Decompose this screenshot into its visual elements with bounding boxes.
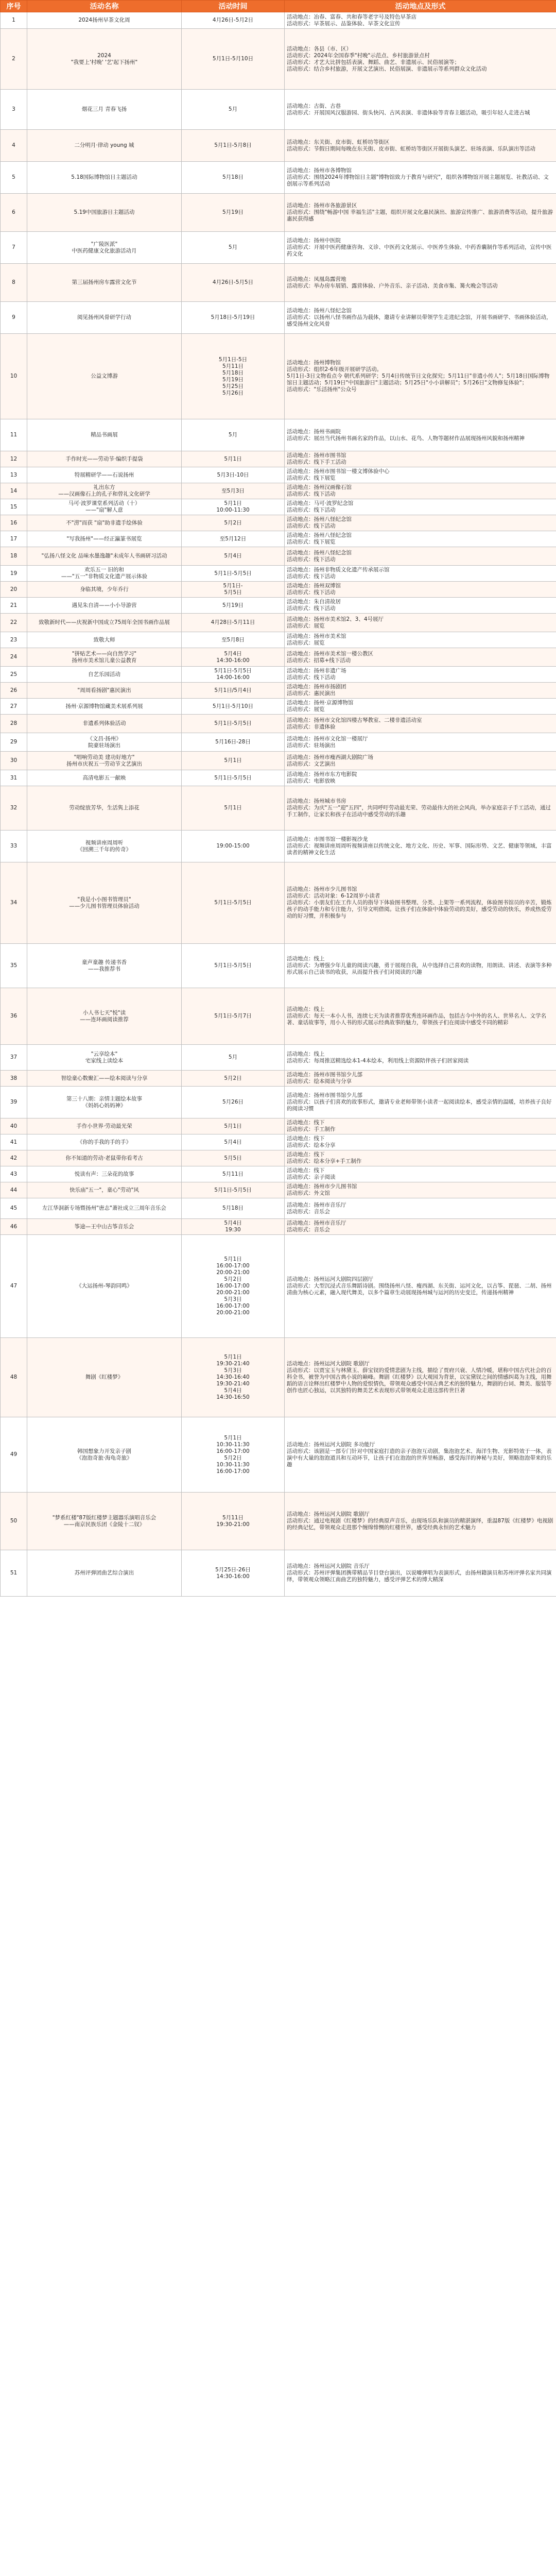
activity-place: 活动地点：扬州市文化馆一楼展厅 活动形式：驻场演出 — [285, 733, 556, 752]
table-row — [1, 752, 556, 770]
activity-time: 5月25日-26日 14:30-16:00 — [182, 1550, 285, 1597]
activity-name: 欢乐五一 旧的和 ——"五一"非物质文化遗产展示体验 — [27, 566, 182, 582]
row-index: 16 — [1, 515, 27, 531]
activity-place: 活动地点：朱自清故居 活动形式：线下活动 — [285, 598, 556, 614]
table-row — [1, 419, 556, 451]
activity-place: 活动地点：扬州市音乐厅 活动形式：音乐会 — [285, 1219, 556, 1235]
row-index: 25 — [1, 667, 27, 683]
activity-time: 4月28日-5月11日 — [182, 614, 285, 632]
table-row — [1, 1087, 556, 1118]
row-index: 26 — [1, 683, 27, 699]
activity-name: 烟花三月 青春飞扬 — [27, 90, 182, 130]
activity-time: 4月26日-5月5日 — [182, 264, 285, 302]
table-row — [1, 1134, 556, 1150]
row-index: 32 — [1, 786, 27, 831]
activity-name: 智绘童心数聚汇——绘本阅读与分享 — [27, 1071, 182, 1087]
row-index: 42 — [1, 1150, 27, 1166]
activity-time: 5月2日 — [182, 1071, 285, 1087]
table-row — [1, 29, 556, 90]
activity-place: 活动地点：扬州运河大剧院四层剧厅 活动形式：大型沉浸式音乐舞蹈诗剧。围绕扬州八怪、瘦西湖、东关街、运河文化，以古筝、琵琶、二胡、扬州清曲为核心元素，融入现代舞美，以多个篇章生动展现扬州城与运河的历史变迁，传递扬州精神 — [285, 1235, 556, 1338]
table-row — [1, 499, 556, 515]
row-index: 37 — [1, 1045, 27, 1071]
activity-place: 活动地点：扬州书画院 活动形式：展出当代扬州书画名家的作品，以山水、花鸟、人物等题材作品展现扬州风貌和扬州精神 — [285, 419, 556, 451]
table-row — [1, 302, 556, 334]
activity-time: 5月1日-5月7日 — [182, 988, 285, 1045]
row-index: 43 — [1, 1166, 27, 1182]
row-index: 13 — [1, 467, 27, 483]
activity-place: 活动地点：线上 活动形式：为增强少年儿童的阅读兴趣，勇于展现自我，从中选择自己喜欢的读物，用朗读、讲述、表演等多种形式展示自己读书的收获，从而提升孩子们对阅读的兴趣 — [285, 944, 556, 988]
activity-time: 5月1日-5月5日 — [182, 1182, 285, 1198]
activity-time: 5月1日-5月5日 — [182, 715, 285, 733]
activity-name: 5.19中国旅游日主题活动 — [27, 194, 182, 232]
row-index: 17 — [1, 531, 27, 547]
activity-place: 活动地点：扬州市各博物馆 活动形式：围绕2024年博物馆日主题"博物馆致力于教育与研究"，组织各博物馆开展主题展览、社教活动、文创展示等系列活动 — [285, 162, 556, 194]
activity-place: 活动地点：扬州市图书馆少儿部 活动形式：以孩子们喜欢的故事形式，邀请专业老师带领小读者一起阅读绘本，感受亲情的温暖，培养孩子良好的阅读习惯 — [285, 1087, 556, 1118]
row-index: 45 — [1, 1198, 27, 1219]
activity-name: 舞剧《红楼梦》 — [27, 1338, 182, 1417]
row-index: 1 — [1, 12, 27, 29]
activity-place: 活动地点：扬州市美术馆一楼公教区 活动形式：招募+线下活动 — [285, 648, 556, 667]
activity-name: 阅见扬州风骨研学行动 — [27, 302, 182, 334]
table-row — [1, 264, 556, 302]
activity-time: 5月1日 — [182, 1118, 285, 1134]
activity-name: 高清电影五一献映 — [27, 770, 182, 786]
activity-time: 5月4日 — [182, 1134, 285, 1150]
activity-time: 5月 — [182, 232, 285, 264]
activity-time: 5月1日 — [182, 752, 285, 770]
activity-place: 活动地点：扬州八怪纪念馆 活动形式：线下活动 — [285, 547, 556, 566]
header-place: 活动地点及形式 — [285, 1, 556, 12]
activity-time: 4月26日-5月2日 — [182, 12, 285, 29]
activity-place: 活动地点：扬州市图书馆少儿部 活动形式：绘本阅读与分享 — [285, 1071, 556, 1087]
table-row — [1, 699, 556, 715]
activity-time: 5月4日 — [182, 547, 285, 566]
activity-time: 5月3日-10日 — [182, 467, 285, 483]
table-row — [1, 130, 556, 162]
activity-name: "周周看扬剧"惠民演出 — [27, 683, 182, 699]
row-index: 23 — [1, 632, 27, 648]
activity-name: 身临其境，少年乔行 — [27, 582, 182, 598]
activity-name: 致敬新时代——庆祝新中国成立75周年全国书画作品展 — [27, 614, 182, 632]
row-index: 27 — [1, 699, 27, 715]
activity-time: 5月1日 — [182, 451, 285, 467]
activity-time: 19:00-15:00 — [182, 831, 285, 862]
activity-place: 活动地点：扬州市美术馆 活动形式：展览 — [285, 632, 556, 648]
row-index: 24 — [1, 648, 27, 667]
table-row — [1, 733, 556, 752]
activity-time: 5月1日 10:00-11:30 — [182, 499, 285, 515]
activity-name: 悦读有声：三朵花的故事 — [27, 1166, 182, 1182]
activity-time: 5月16日-28日 — [182, 733, 285, 752]
row-index: 51 — [1, 1550, 27, 1597]
table-row — [1, 232, 556, 264]
activity-name: "梦系红楼"87版红楼梦主题器乐演唱音乐会 ——南京民族乐团《金陵十二钗》 — [27, 1493, 182, 1550]
row-index: 8 — [1, 264, 27, 302]
activity-name: 第三十八期：亲情主题绘本故事 《妈妈心妈妈神》 — [27, 1087, 182, 1118]
activity-time: 5月1日-5月5日 — [182, 862, 285, 944]
table-row — [1, 1150, 556, 1166]
activity-time: 5月26日 — [182, 1087, 285, 1118]
table-row — [1, 1550, 556, 1597]
table-row — [1, 1219, 556, 1235]
activity-name: 2024扬州早茶文化周 — [27, 12, 182, 29]
table-header — [1, 1, 556, 12]
activity-time: 5月1日 — [182, 786, 285, 831]
row-index: 39 — [1, 1087, 27, 1118]
activity-time: 5月19日 — [182, 194, 285, 232]
table-row — [1, 1118, 556, 1134]
activity-name: 致敬大师 — [27, 632, 182, 648]
table-row — [1, 648, 556, 667]
activity-name: 手作小世界·劳动最光荣 — [27, 1118, 182, 1134]
activity-name: 二分明月·律动 young 城 — [27, 130, 182, 162]
row-index: 3 — [1, 90, 27, 130]
table-body — [1, 12, 556, 1597]
activity-time: 5月 — [182, 419, 285, 451]
activity-time: 5月1日-5日 5月11日 5月18日 5月19日 5月25日 5月26日 — [182, 334, 285, 419]
row-index: 7 — [1, 232, 27, 264]
activity-place: 活动地点：扬州博物馆 活动形式：组织2-6年级开展研学活动。 5月1日-3日文物看点今 朝代系列研学；5月4日传统节日文化探究；5月11日"非遗小传人"；5月18日国际博物馆日主题活动；5月19日"中国旅游日"主题活动；5月25日"小小讲解员"；5月26日"文物修复体验"； 活动形式："乐活扬州"公众号 — [285, 334, 556, 419]
activity-name: 礼出东方 ——汉画像石上的孔子和曾礼文化研学 — [27, 483, 182, 499]
activity-place: 活动地点：扬州市各旅游景区 活动形式：围绕"畅游中国 幸福生活"主题，组织开展文化惠民演出、旅游宣传推广、旅游消费等活动，提升旅游惠民获得感 — [285, 194, 556, 232]
activity-name: 自艺乐园活动 — [27, 667, 182, 683]
activity-name: 筝途—王中山古筝音乐会 — [27, 1219, 182, 1235]
activity-name: 非遗系列体验活动 — [27, 715, 182, 733]
activity-time: 5月1日- 5月5日 — [182, 582, 285, 598]
activity-name: "唱响劳动美 建功好地方" 扬州市庆祝五一劳动节文艺演出 — [27, 752, 182, 770]
activity-name: 遇见朱自清——小小导游营 — [27, 598, 182, 614]
table-row — [1, 632, 556, 648]
activity-place: 活动地点：线下 活动形式：绘本分享+手工制作 — [285, 1150, 556, 1166]
activity-name: 快乐庙"五一"，童心"劳动"风 — [27, 1182, 182, 1198]
row-index: 28 — [1, 715, 27, 733]
table-row — [1, 582, 556, 598]
row-index: 20 — [1, 582, 27, 598]
activity-name: 精品书画展 — [27, 419, 182, 451]
row-index: 4 — [1, 130, 27, 162]
table-row — [1, 1045, 556, 1071]
row-index: 40 — [1, 1118, 27, 1134]
activity-place: 活动地点：扬州市美术馆2、3、4号展厅 活动形式：展览 — [285, 614, 556, 632]
activity-place: 活动地点：扬州市图书馆一楼文博体验中心 活动形式：线下展览 — [285, 467, 556, 483]
row-index: 9 — [1, 302, 27, 334]
table-row — [1, 1166, 556, 1182]
activity-time: 5月11日 — [182, 1166, 285, 1182]
activity-place: 活动地点：线上 活动形式：每周推送精选绘本1-4本绘本，利用线上资源陪伴孩子们居家阅读 — [285, 1045, 556, 1071]
row-index: 12 — [1, 451, 27, 467]
activity-place: 活动地点：扬州汉画像石馆 活动形式：线下活动 — [285, 483, 556, 499]
activity-time: 至5月8日 — [182, 632, 285, 648]
activity-time: 5月 — [182, 90, 285, 130]
table-row — [1, 451, 556, 467]
table-row — [1, 944, 556, 988]
table-row — [1, 566, 556, 582]
table-row — [1, 862, 556, 944]
activity-place: 活动地点：扬州市扬剧团 活动形式：惠民演出 — [285, 683, 556, 699]
activity-place: 活动地点：冶春、富春、共和春等老字号及特色早茶店 活动形式：早茶展示、品鉴体验、早茶文化宣传 — [285, 12, 556, 29]
activity-name: 《文昌·扬州》 院豪驻场演出 — [27, 733, 182, 752]
row-index: 41 — [1, 1134, 27, 1150]
activity-place: 活动地点：扬州运河大剧院 音乐厅 活动形式：苏州评弹集团携带精品节目登台演出，以说噱弹唱为表演形式，由扬州籍演员和苏州评弹名家共同演绎，带领观众领略江南曲艺的独特魅力，感受评弹艺术的博大精深 — [285, 1550, 556, 1597]
row-index: 50 — [1, 1493, 27, 1550]
row-index: 18 — [1, 547, 27, 566]
row-index: 21 — [1, 598, 27, 614]
activity-time: 5月1日-5月5日 14:00-16:00 — [182, 667, 285, 683]
activity-time: 5月1日-5月5日 — [182, 944, 285, 988]
activity-time: 5月1日-5月5日 — [182, 566, 285, 582]
table-row — [1, 831, 556, 862]
activity-time: 5月1日/5月4日 — [182, 683, 285, 699]
row-index: 44 — [1, 1182, 27, 1198]
activity-time: 5月18日-5月19日 — [182, 302, 285, 334]
activity-place: 活动地点：线下 活动形式：亲子阅读 — [285, 1166, 556, 1182]
row-index: 48 — [1, 1338, 27, 1417]
activity-time: 5月1日-5月10日 — [182, 29, 285, 90]
activity-place: 活动地点：扬州八怪纪念馆 活动形式：以扬州八怪书画作品为载体，邀请专业讲解员带领学生走进纪念馆，开展书画研学、书画体验活动，感受扬州文化风骨 — [285, 302, 556, 334]
activity-time: 5月18日 — [182, 162, 285, 194]
row-index: 11 — [1, 419, 27, 451]
activity-time: 5月1日 19:30-21:40 5月3日 14:30-16:40 19:30-21:40 5月4日 14:30-16:50 — [182, 1338, 285, 1417]
activity-name: "云享绘本" 宅家线上读绘本 — [27, 1045, 182, 1071]
activity-name: 视频讲座周周听 《回溯三千年的传奇》 — [27, 831, 182, 862]
activity-name: 劳动绽放芳华，生活隽上添花 — [27, 786, 182, 831]
activity-place: 活动地点：扬州市少儿图书馆 活动形式：外文馆 — [285, 1182, 556, 1198]
activity-place: 活动地点：扬州市瘦西湖大剧院广场 活动形式：文艺演出 — [285, 752, 556, 770]
activity-place: 活动地点：线上 活动形式：每天一本小人书，连续七天为读者推荐优秀连环画作品，包括古今中外的名人、世界名人、文学名著、童话故事等，用小人书的形式展示经典故事的魅力，带领孩子们在阅读中感受不同的精彩 — [285, 988, 556, 1045]
table-row — [1, 988, 556, 1045]
table-row — [1, 194, 556, 232]
table-row — [1, 12, 556, 29]
activity-place: 活动地点：扬州非物质文化遗产传承展示馆 活动形式：线下活动 — [285, 566, 556, 582]
activity-place: 活动地点：扬州市文化馆四楼古琴教室、二楼非遗活动室 活动形式：非遗体验 — [285, 715, 556, 733]
row-index: 46 — [1, 1219, 27, 1235]
activity-name: 扬州·京源博物馆藏美术展系列展 — [27, 699, 182, 715]
table-row — [1, 483, 556, 499]
row-index: 30 — [1, 752, 27, 770]
table-row — [1, 1071, 556, 1087]
activity-time: 5月 — [182, 1045, 285, 1071]
header-name: 活动名称 — [27, 1, 182, 12]
table-row — [1, 598, 556, 614]
activity-time: 至5月12日 — [182, 531, 285, 547]
activity-name: 你不知道的劳动·老鼠带你看考古 — [27, 1150, 182, 1166]
activity-name: 手作时光——劳动节·编织手提袋 — [27, 451, 182, 467]
activity-name: 不"涝"而获 "扇"助非遗手绘体验 — [27, 515, 182, 531]
table-row — [1, 786, 556, 831]
table-row — [1, 1338, 556, 1417]
activity-name: "广陵医派" 中医药健康文化旅游活动月 — [27, 232, 182, 264]
activity-name: 《你的手我的手的手》 — [27, 1134, 182, 1150]
activity-place: 活动地点：东关街、皮市街、虹桥坊等街区 活动形式：节假日期间每晚在东关街、皮市街、虹桥坊等街区开展街头演艺、驻场表演、乐队演出等活动 — [285, 130, 556, 162]
row-index: 49 — [1, 1417, 27, 1493]
activity-place: 活动地点：扬州市少儿图书馆 活动形式：活动对象：6-12周岁小读者 活动形式：小朋友们在工作人员的指导下体验图书整理、分类、上架等一系列流程，体验图书馆员的辛苦，锻炼孩子的动手能力和专注能力，引导文明借阅。让孩子们在体验中体验劳动的美好，感受劳动的快乐，养成热爱劳动的好习惯，并积极参与 — [285, 862, 556, 944]
activity-time: 5月1日-5月5日 — [182, 770, 285, 786]
row-index: 2 — [1, 29, 27, 90]
activity-place: 活动地点：扬州运河大剧院 多功能厅 活动形式：该剧是一部专门针对中国家庭打造的亲子泡泡互动剧，集泡泡艺术、海洋生物、光影特效于一体，表演中有大量的泡泡道具和互动环节，让孩子们在泡泡的世界里畅游，感受海洋的神秘与美好，领略泡泡带来的乐趣 — [285, 1417, 556, 1493]
activity-time: 5月4日 14:30-16:00 — [182, 648, 285, 667]
row-index: 22 — [1, 614, 27, 632]
table-row — [1, 667, 556, 683]
activity-name: 马可·波罗课堂系列活动（十） ——"扇"解人意 — [27, 499, 182, 515]
header-time: 活动时间 — [182, 1, 285, 12]
table-row — [1, 162, 556, 194]
activity-place: 活动地点：扬州双博馆 活动形式：线下活动 — [285, 582, 556, 598]
activity-place: 活动地点：扬州·京源博物馆 活动形式：展览 — [285, 699, 556, 715]
activity-place: 活动地点：马可·波罗纪念馆 活动形式：线下活动 — [285, 499, 556, 515]
activity-name: "弘扬八怪文化 品味水墨逸趣"未成年人书画研习活动 — [27, 547, 182, 566]
activity-name: 左江华洞新专场暨扬州"唐志"萧社成立三周年音乐会 — [27, 1198, 182, 1219]
activity-name: 韩国想象力开发亲子剧 《泡泡奇旅·海龟奇旅》 — [27, 1417, 182, 1493]
header-index: 序号 — [1, 1, 27, 12]
row-index: 19 — [1, 566, 27, 582]
activity-time: 至5月3日 — [182, 483, 285, 499]
row-index: 14 — [1, 483, 27, 499]
row-index: 34 — [1, 862, 27, 944]
activity-place: 活动地点：扬州市图书馆 活动形式：线下手工活动 — [285, 451, 556, 467]
header-row — [1, 1, 556, 12]
activity-place: 活动地点：扬州运河大剧院 歌剧厅 活动形式：通过电视剧《红楼梦》的经典原声音乐，由现场乐队和演员的精湛演绎，重温87版《红楼梦》电视剧的经典记忆，带领观众走进那个缠绵悱恻的红楼世界，感受经典永恒的艺术魅力 — [285, 1493, 556, 1550]
row-index: 36 — [1, 988, 27, 1045]
table-row — [1, 1182, 556, 1198]
table-row — [1, 1417, 556, 1493]
activity-name: 第三届扬州房车露营文化节 — [27, 264, 182, 302]
table-row — [1, 1198, 556, 1219]
table-row — [1, 683, 556, 699]
activity-name: 苏州评弹团曲艺综合演出 — [27, 1550, 182, 1597]
activity-place: 活动地点：扬州中医院 活动形式：开展中医药健康咨询、义诊、中医药文化展示、中医养生体验、中药香囊制作等系列活动，宣传中医药文化 — [285, 232, 556, 264]
row-index: 38 — [1, 1071, 27, 1087]
activity-name: "拼贴艺术——向自然学习" 扬州市美术馆儿童公益教育 — [27, 648, 182, 667]
table-row — [1, 1235, 556, 1338]
table-row — [1, 715, 556, 733]
activity-name: 小人书七天"悦"读 ——连环画阅读推荐 — [27, 988, 182, 1045]
row-index: 5 — [1, 162, 27, 194]
activity-time: 5月1日 10:30-11:30 16:00-17:00 5月2日 10:30-11:30 16:00-17:00 — [182, 1417, 285, 1493]
row-index: 33 — [1, 831, 27, 862]
row-index: 35 — [1, 944, 27, 988]
activity-place: 活动地点：扬州八怪纪念馆 活动形式：线下活动 — [285, 515, 556, 531]
activity-name: 《大运扬州-琴韵同鸣》 — [27, 1235, 182, 1338]
activity-place: 活动地点：古街、古巷 活动形式：开展国风汉服游园、街头快闪、古风表演、非遗体验等青春主题活动，吸引年轻人走进古城 — [285, 90, 556, 130]
activity-place: 活动地点：线下 活动形式：手工制作 — [285, 1118, 556, 1134]
row-index: 31 — [1, 770, 27, 786]
table-row — [1, 90, 556, 130]
activity-time: 5月5日 — [182, 1150, 285, 1166]
activity-place: 活动地点：市图书馆一楼影视沙龙 活动形式：视频讲座周周听视频讲座以传统文化、地方文化、历史、军事、国际形势、文艺、健康等领域，丰富读者的精神文化生活 — [285, 831, 556, 862]
activity-place: 活动地点：扬州运河大剧院 歌剧厅 活动形式：以贾宝玉与林黛玉、薛宝钗的爱情悲剧为主线，描绘了贾府兴衰、人情冷暖，堪称中国古代社会的百科全书，被誉为中国古典小说的巅峰。舞剧《红楼梦》以大观园为背景，以宝黛钗之间的情感纠葛为主线，用舞蹈的语言诠释出红楼梦中人物的爱恨情仇，带领观众感受中国古典艺术的独特魅力，舞剧的台词、舞美、服装等创作也匠心独运，以其独特的舞美艺术表现形式带领观众走进这部传世巨著 — [285, 1338, 556, 1417]
activity-name: 特展精研学——石说扬州 — [27, 467, 182, 483]
row-index: 10 — [1, 334, 27, 419]
activity-place: 活动地点：各县（市、区） 活动形式：2024年全国春季"村晚"示范点、乡村旅游景点村 活动形式：才艺大比拼包括表演、舞蹈、曲艺、非遗展示、民俗展演等； 活动形式：结合乡村旅游，开展文艺演出、民俗展演、非遗展示等系列群众文化活动 — [285, 29, 556, 90]
row-index: 15 — [1, 499, 27, 515]
activity-name: 5.18国际博物馆日主题活动 — [27, 162, 182, 194]
activity-name: 童声童趣 传递书香 ——我推荐书 — [27, 944, 182, 988]
table-row — [1, 531, 556, 547]
row-index: 47 — [1, 1235, 27, 1338]
activity-place: 活动地点：扬州市东方电影院 活动形式：电影放映 — [285, 770, 556, 786]
table-row — [1, 467, 556, 483]
activity-time: 5月1日 16:00-17:00 20:00-21:00 5月2日 16:00-17:00 20:00-21:00 5月3日 16:00-17:00 20:00-21:00 — [182, 1235, 285, 1338]
row-index: 6 — [1, 194, 27, 232]
activity-place: 活动地点：扬州非遗广场 活动形式：线下活动 — [285, 667, 556, 683]
activity-place: 活动地点：扬州八怪纪念馆 活动形式：线下展览 — [285, 531, 556, 547]
activity-name: 2024 "我要上'村晚' '艺'起下扬州" — [27, 29, 182, 90]
table-row — [1, 770, 556, 786]
table-row — [1, 515, 556, 531]
activity-time: 5月2日 — [182, 515, 285, 531]
activity-place: 活动地点：扬州市音乐厅 活动形式：音乐会 — [285, 1198, 556, 1219]
table-row — [1, 547, 556, 566]
activity-time: 5月4日 19:30 — [182, 1219, 285, 1235]
activity-name: "写我扬州"——经正瀛篆书展览 — [27, 531, 182, 547]
activity-time: 5月1日-5月8日 — [182, 130, 285, 162]
table-row — [1, 614, 556, 632]
activity-name: "我是小小图书管理员" ——少儿图书管理员体验活动 — [27, 862, 182, 944]
activity-name: 公益文博游 — [27, 334, 182, 419]
activity-place: 活动地点：线下 活动形式：绘本分享 — [285, 1134, 556, 1150]
activity-time: 5月11日 19:30-21:00 — [182, 1493, 285, 1550]
activity-time: 5月1日-5月10日 — [182, 699, 285, 715]
row-index: 29 — [1, 733, 27, 752]
table-row — [1, 334, 556, 419]
activity-time: 5月18日 — [182, 1198, 285, 1219]
activity-place: 活动地点：扬州城市书房 活动形式：为庆"五一"迎"五四"，共同呼吁劳动最光荣、劳动最伟大的社会风尚，举办家庭亲子手工活动，通过手工制作，让家长和孩子在活动中感受劳动的乐趣 — [285, 786, 556, 831]
activity-place: 活动地点：凤凰岛露营地 活动形式：举办房车展销、露营体验、户外音乐、亲子活动、美食市集、篝火晚会等活动 — [285, 264, 556, 302]
activity-time: 5月19日 — [182, 598, 285, 614]
table-row — [1, 1493, 556, 1550]
